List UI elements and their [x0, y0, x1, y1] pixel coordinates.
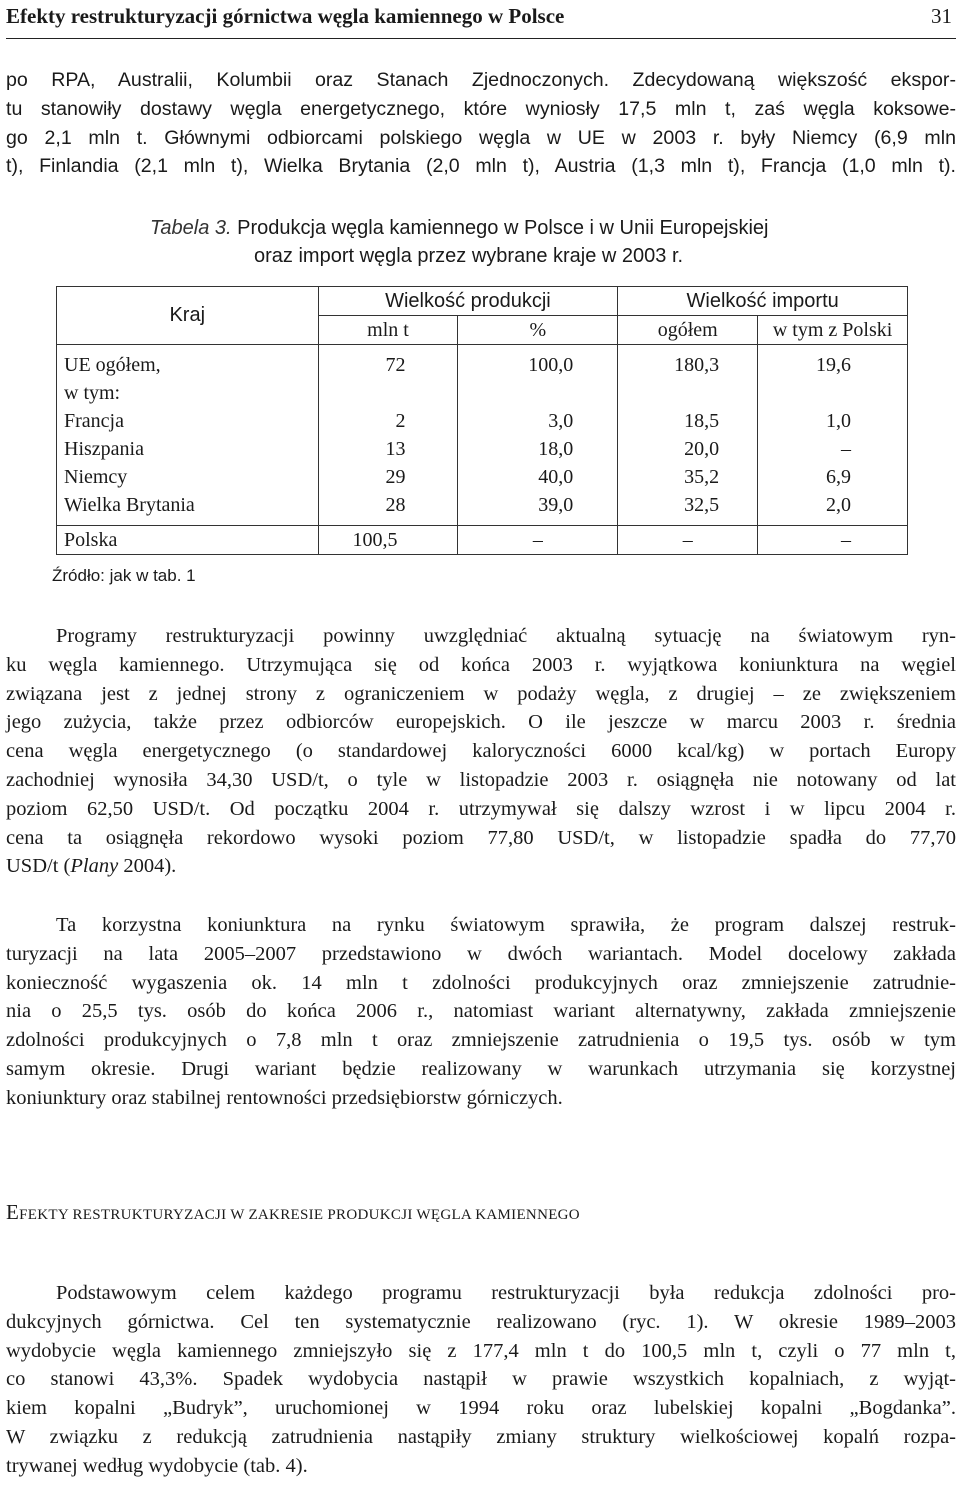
table-row [57, 491, 908, 526]
cell-from-poland: 2,0 [758, 491, 908, 526]
cell-mln: 72 [318, 345, 458, 380]
cell-from-poland: – [758, 435, 908, 463]
page-number: 31 [931, 4, 952, 28]
citation-italic: Plany [70, 855, 119, 878]
heading-smallcaps: RESTRUKTURYZACJI W ZAKRESIE PRODUKCJI WĘGLA KAMIENNEGO [68, 1207, 580, 1223]
text-line: samym okresie. Drugi wariant będzie realizowany w warunkach utrzymania się korzystnej [6, 1057, 956, 1080]
cell-kraj: Wielka Brytania [57, 491, 319, 526]
table-header-row [57, 287, 908, 316]
table-row [57, 345, 908, 380]
text-line: związana jest z jednej strony z ograniczeniem w podaży węgla, z drugiej – ze zwiększeniem [6, 682, 956, 705]
cell-kraj: Polska [57, 526, 319, 555]
cell-total: 35,2 [618, 463, 758, 491]
text-line: cena ta osiągnęła rekordowo wysoki poziom 77,80 USD/t, w listopadzie spadła do 77,70 [6, 826, 956, 849]
paragraph-1 [6, 66, 956, 181]
text-line: zachodniej wynosiła 34,30 USD/t, o tyle w listopadzie 2003 r. osiągnęła nie notowany od lat [6, 768, 956, 791]
text-segment: 2004). [118, 855, 177, 878]
cell-kraj: Hiszpania [57, 435, 319, 463]
cell-total: 18,5 [618, 407, 758, 435]
cell-from-poland: 6,9 [758, 463, 908, 491]
cell-total [618, 379, 758, 407]
text-line: Programy restrukturyzacji powinny uwzględniać aktualną sytuację na światowym ryn- [56, 625, 956, 647]
table-caption [150, 214, 769, 270]
text-line: jego zużycia, także przez odbiorców europejskich. O ile jeszcze w marcu 2003 r. średnia [6, 711, 956, 734]
header-rule [6, 38, 956, 39]
table-row [57, 435, 908, 463]
cell-total: 20,0 [618, 435, 758, 463]
cell-pct: 3,0 [458, 407, 618, 435]
header-from-poland: w tym z Polski [758, 316, 908, 345]
text-line: konieczność wygaszenia ok. 14 mln t zdolności produkcyjnych oraz zmniejszenie zatrudnie- [6, 971, 956, 994]
text-line: Ta korzystna koniunktura na rynku światowym sprawiła, że program dalszej restruk- [56, 914, 956, 936]
cell-mln: 29 [318, 463, 458, 491]
text-line: wydobycie węgla kamiennego zmniejszyło się z 177,4 mln t do 100,5 mln t, czyli o 77 mln t, [6, 1339, 956, 1362]
text-line: dukcyjnych górnictwa. Cel ten systematycznie realizowano (ryc. 1). W okresie 1989–2003 [6, 1310, 956, 1333]
cell-kraj: UE ogółem, [57, 345, 319, 380]
header-production: Wielkość produkcji [318, 287, 618, 316]
cell-mln: 13 [318, 435, 458, 463]
paragraph-3 [6, 911, 956, 1113]
text-line [6, 852, 956, 881]
table-row [57, 379, 908, 407]
cell-total: – [618, 526, 758, 555]
table-row [57, 463, 908, 491]
text-line: po RPA, Australii, Kolumbii oraz Stanach Zjednoczonych. Zdecydowaną większość ekspor- [6, 69, 956, 91]
header-import: Wielkość importu [618, 287, 908, 316]
text-line: tu stanowiły dostawy węgla energetycznego, które wyniosły 17,5 mln t, zaś węgla koksowe- [6, 97, 956, 120]
table-caption-label: Tabela 3. [150, 217, 232, 239]
data-table [56, 286, 908, 555]
text-line: ku węgla kamiennego. Utrzymująca się od końca 2003 r. wyjątkowa koniunktura na węgiel [6, 653, 956, 676]
header-title: Efekty restrukturyzacji górnictwa węgla kamiennego w Polsce [6, 4, 565, 28]
table-row [57, 407, 908, 435]
cell-kraj: w tym: [57, 379, 319, 407]
cell-mln: 28 [318, 491, 458, 526]
heading-initial: E [6, 1200, 20, 1224]
cell-kraj: Niemcy [57, 463, 319, 491]
running-header [6, 4, 956, 34]
cell-from-poland: – [758, 526, 908, 555]
table-caption-line2: oraz import węgla przez wybrane kraje w 2003 r. [254, 245, 684, 267]
header-mln: mln t [318, 316, 458, 345]
text-line: t), Finlandia (2,1 mln t), Wielka Brytania (2,0 mln t), Austria (1,3 mln t), Francja (1,0 mln t). [6, 155, 956, 178]
cell-pct [458, 379, 618, 407]
cell-mln: 2 [318, 407, 458, 435]
text-line: koniunktury oraz stabilnej rentowności przedsiębiorstw górniczych. [6, 1086, 563, 1109]
cell-total: 32,5 [618, 491, 758, 526]
cell-kraj: Francja [57, 407, 319, 435]
header-pct: % [458, 316, 618, 345]
cell-pct: 39,0 [458, 491, 618, 526]
text-segment: USD/t ( [6, 855, 71, 878]
text-line: kiem kopalni „Budryk”, uruchomionej w 1994 roku oraz lubelskiej kopalni „Bogdanka”. [6, 1397, 956, 1420]
cell-from-poland: 1,0 [758, 407, 908, 435]
text-line: zdolności produkcyjnych o 7,8 mln t oraz zmniejszenie zatrudnienia o 19,5 tys. osób w tym [6, 1029, 956, 1052]
cell-pct: – [458, 526, 618, 555]
cell-pct: 100,0 [458, 345, 618, 380]
cell-from-poland [758, 379, 908, 407]
cell-mln: 100,5 [318, 526, 458, 555]
cell-total: 180,3 [618, 345, 758, 380]
paragraph-2 [6, 622, 956, 881]
text-line: W związku z redukcją zatrudnienia nastąpiły zmiany struktury wielkościowej kopalń rozpa- [6, 1425, 956, 1448]
text-line: trywanej według wydobycie (tab. 4). [6, 1454, 308, 1477]
table-row-poland [57, 526, 908, 555]
text-line: poziom 62,50 USD/t. Od początku 2004 r. utrzymywał się dalszy wzrost i w lipcu 2004 r. [6, 797, 956, 820]
paragraph-4 [6, 1279, 956, 1481]
section-heading [6, 1200, 580, 1225]
header-total: ogółem [618, 316, 758, 345]
cell-pct: 40,0 [458, 463, 618, 491]
table-source: Źródło: jak w tab. 1 [52, 566, 196, 585]
table-caption-line1: Produkcja węgla kamiennego w Polsce i w Unii Europejskiej [237, 217, 769, 239]
text-line: turyzacji na lata 2005–2007 przedstawiono w dwóch wariantach. Model docelowy zakłada [6, 942, 956, 965]
text-line: nia o 25,5 tys. osób do końca 2006 r., natomiast wariant alternatywny, zakłada zmniejszenie [6, 1000, 956, 1023]
text-line: Podstawowym celem każdego programu restrukturyzacji była redukcja zdolności pro- [56, 1282, 956, 1304]
text-line: cena węgla energetycznego (o standardowej kaloryczności 6000 kcal/kg) w portach Europy [6, 740, 956, 763]
text-line: co stanowi 43,3%. Spadek wydobycia nastąpił w prawie wszystkich kopalniach, z wyjąt- [6, 1368, 956, 1391]
cell-from-poland: 19,6 [758, 345, 908, 380]
heading-smallcaps: FEKTY [19, 1207, 69, 1223]
header-kraj: Kraj [57, 287, 319, 345]
cell-pct: 18,0 [458, 435, 618, 463]
cell-mln [318, 379, 458, 407]
text-line: go 2,1 mln t. Głównymi odbiorcami polskiego węgla w UE w 2003 r. były Niemcy (6,9 mln [6, 126, 956, 149]
